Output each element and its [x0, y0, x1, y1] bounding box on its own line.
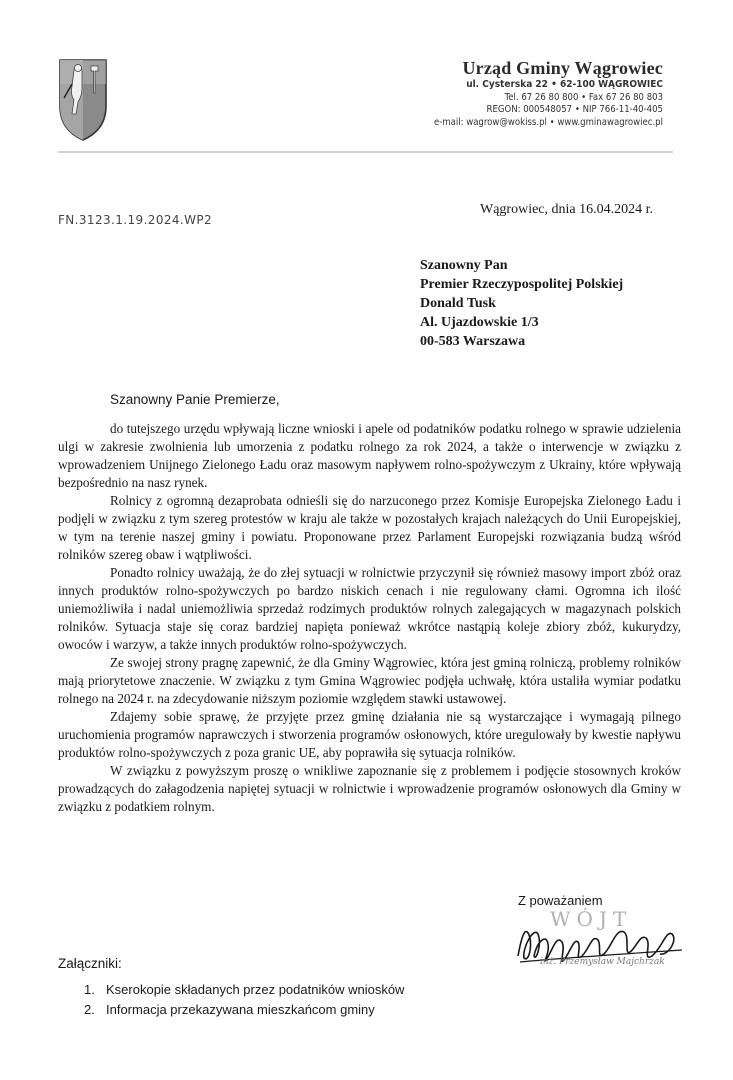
recipient-line: Szanowny Pan — [420, 258, 508, 273]
signature-stamp — [512, 904, 692, 984]
stamp-title: WÓJT — [550, 907, 633, 931]
stamp-name: inż. Przemysław Majchrzak — [540, 957, 665, 967]
letter-body — [58, 420, 681, 816]
organization-name: Urząd Gminy Wągrowiec — [462, 58, 663, 78]
recipient-line: Premier Rzeczypospolitej Polskiej — [420, 277, 624, 292]
recipient-line: Al. Ujazdowskie 1/3 — [420, 315, 539, 330]
body-paragraph: W związku z powyższym proszę o wnikliwe zapoznanie się z problemem i podjęcie stosownych kroków prowadzących do załagodzenia napiętej sytuacji w rolnictwie i wprowadzenie programów osłonowych dla Gminy w związku z podatkiem rolnym. — [58, 763, 681, 814]
list-item: 2. Informacja przekazywana mieszkańcom gminy — [84, 1002, 375, 1017]
organization-contact: e-mail: wagrow@wokiss.pl • www.gminawagrowiec.pl — [433, 116, 663, 128]
organization-address: ul. Cysterska 22 • 62-100 WĄGROWIEC — [466, 79, 663, 90]
reference-number: FN.3123.1.19.2024.WP2 — [58, 213, 213, 227]
recipient-line: Donald Tusk — [420, 296, 496, 311]
body-paragraph: Rolnicy z ogromną dezaprobata odnieśli się do narzuconego przez Komisje Europejska Zielonego Ładu i podjęli w związku z tym szereg protestów w kraju ale także w pozostałych krajach należących do Unii Europejskiej, w tym na terenie naszej gminy i powiatu. Proponowane przez Parlament Europejski rozwiązania budzą wśród rolników szereg obaw i wątpliwości. — [58, 493, 681, 562]
recipient-address — [420, 256, 623, 351]
closing: Z poważaniem — [518, 893, 603, 908]
organization-phone: Tel. 67 26 80 800 • Fax 67 26 80 803 — [504, 91, 663, 103]
letter-date: Wągrowiec, dnia 16.04.2024 r. — [480, 202, 654, 217]
letterhead — [243, 58, 663, 129]
body-paragraph: Ze swojej strony pragnę zapewnić, że dla Gminy Wągrowiec, która jest gminą rolniczą, problemy rolników mają priorytetowe znaczenie. W związku z tym Gmina Wągrowiec podjęła uchwałę, która ustaliła wymiar podatku rolnego na 2024 r. na zdecydowanie niższym poziomie względem stawki ustawowej. — [58, 655, 681, 706]
list-item: 1. Kserokopie składanych przez podatników wniosków — [84, 982, 405, 997]
body-paragraph: Zdajemy sobie sprawę, że przyjęte przez gminę działania nie są wystarczające i wymagają pilnego uruchomienia programów naprawczych i stworzenia programów osłonowych, które uregulowały by kwestie napływu produktów rolno-spożywczych z poza granic UE, aby poprawiła się sytuacja rolników. — [58, 709, 681, 760]
attachments-title: Załączniki: — [58, 956, 122, 971]
coat-of-arms-icon — [58, 58, 108, 142]
organization-registry: REGON: 000548057 • NIP 766-11-40-405 — [486, 104, 663, 115]
body-paragraph: Ponadto rolnicy uważają, że do złej sytuacji w rolnictwie przyczynił się również masowy import zbóż oraz innych produktów rolno-spożywczych po bardzo niskich cenach i nie regulowany cłami. Ogromna ich ilość uniemożliwiła i nadal uniemożliwia sprzedaż rodzimych produktów rolnych zalegających w magazynach polskich rolników. Sytuacja staje się coraz bardziej napięta ponieważ wkrótce nastąpią koleje zbiory zbóż, kukurydzy, owoców i warzyw, a także innych produktów rolno-spożywczych. — [58, 565, 681, 652]
salutation: Szanowny Panie Premierze, — [110, 392, 280, 407]
attachments-list — [84, 980, 404, 1020]
letterhead-divider — [58, 151, 673, 153]
body-paragraph: do tutejszego urzędu wpływają liczne wnioski i apele od podatników podatku rolnego w sprawie udzielenia ulgi w zakresie zwolnienia lub umorzenia z podatku rolnego za rok 2024, a także o interwencje w związku z wprowadzeniem Unijnego Zielonego Ładu oraz masowym napływem rolno-spożywczym z Ukrainy, które wpływają bezpośrednio na nasz rynek. — [58, 421, 681, 490]
recipient-line: 00-583 Warszawa — [420, 334, 526, 349]
